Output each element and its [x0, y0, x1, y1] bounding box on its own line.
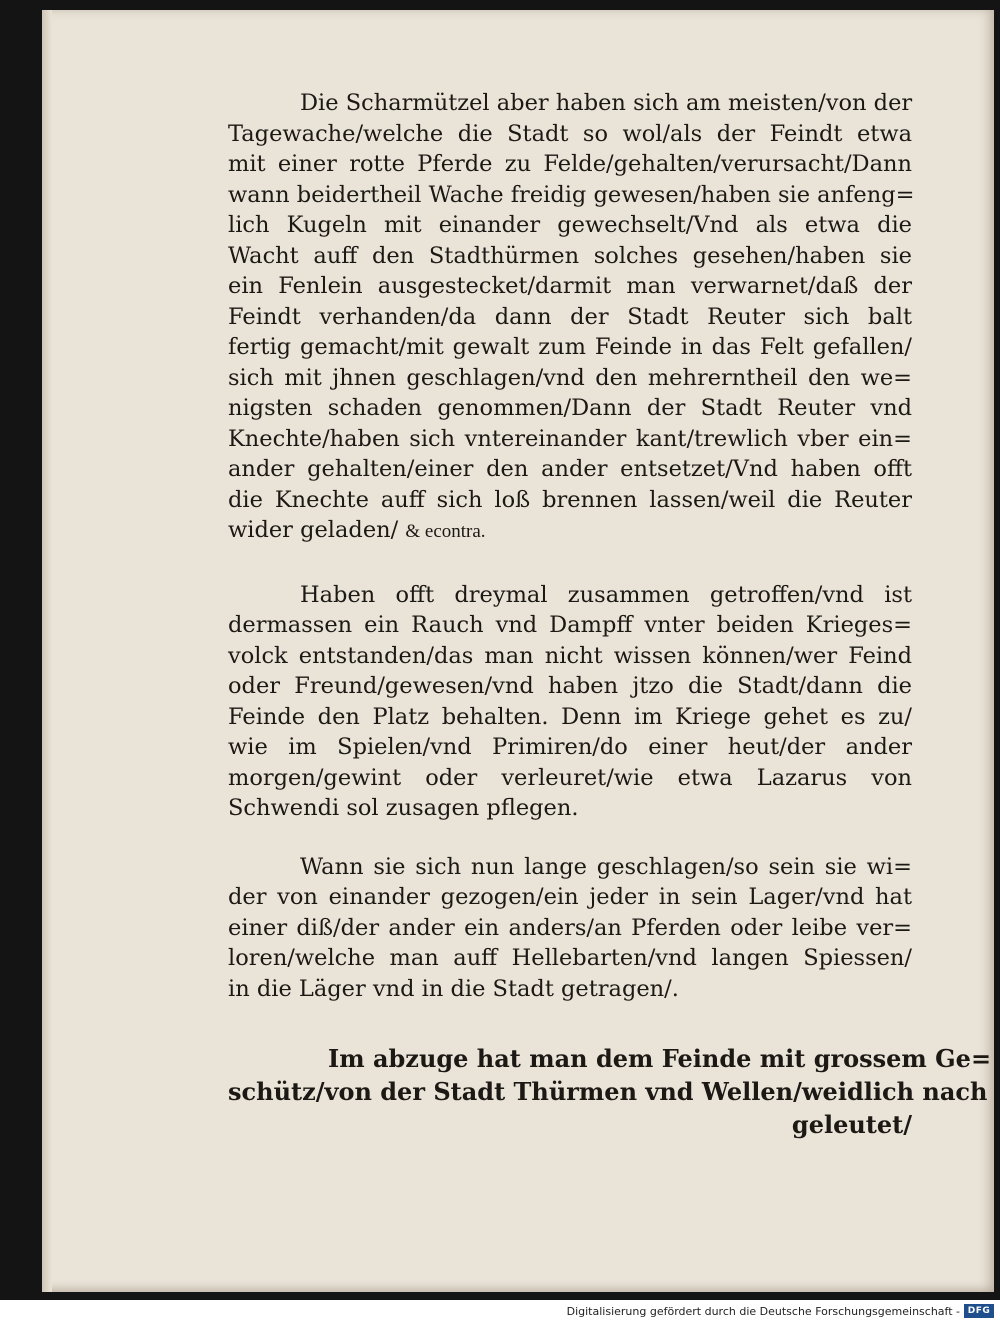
- text-line: wann beidertheil Wache freidig gewesen/haben sie anfeng=: [228, 181, 915, 208]
- text-line: oder Freund/gewesen/vnd haben jtzo die Stadt/dann die: [228, 673, 912, 699]
- paragraph-spacer: [272, 824, 912, 852]
- text-line: volck entstanden/das man nicht wissen können/wer Feind: [228, 642, 912, 669]
- text-line: nigsten schaden genommen/Dann der Stadt Reuter vnd: [228, 395, 912, 421]
- dfg-logo-icon[interactable]: DFG: [964, 1304, 994, 1318]
- text-line: die Knechte auff sich loß brennen lassen/weil die Reuter: [228, 486, 912, 513]
- paragraph-2: [228, 580, 912, 824]
- digitization-footer: [0, 1300, 1000, 1323]
- text-line: Feindt verhanden/da dann der Stadt Reuter sich balt: [228, 303, 912, 330]
- paragraph-spacer: [272, 1004, 912, 1042]
- text-line: ein Fenlein ausgestecket/darmit man verwarnet/daß der: [228, 273, 912, 299]
- text-line: ander gehalten/einer den ander entsetzet/Vnd haben offt: [228, 456, 912, 482]
- text-line: wie im Spielen/vnd Primiren/do einer heut/der ander: [228, 734, 912, 760]
- text-line: sich mit jhnen geschlagen/vnd den mehrerntheil den we=: [228, 364, 912, 391]
- text-line: mit einer rotte Pferde zu Felde/gehalten/verursacht/Dann: [228, 151, 912, 177]
- paragraph-3: [228, 852, 912, 1005]
- text-line: der von einander gezogen/ein jeder in sein Lager/vnd hat: [228, 884, 912, 910]
- text-line: in die Läger vnd in die Stadt getragen/.: [228, 975, 679, 1002]
- text-line: Wacht auff den Stadthürmen solches gesehen/haben sie: [228, 242, 912, 269]
- page-text: [228, 88, 992, 1141]
- funding-credit: Digitalisierung gefördert durch die Deutsche Forschungsgemeinschaft -: [566, 1305, 960, 1318]
- paragraph-1: [228, 88, 915, 546]
- text-line: lich Kugeln mit einander gewechselt/Vnd als etwa die: [228, 212, 912, 238]
- book-page: [42, 10, 994, 1292]
- paragraph-4: [228, 1042, 992, 1141]
- text-line: einer diß/der ander ein anders/an Pferden oder leibe ver=: [228, 914, 912, 941]
- text-line: Wann sie sich nun lange geschlagen/so sein sie wi=: [300, 853, 912, 880]
- text-line: Knechte/haben sich vntereinander kant/trewlich vber ein=: [228, 425, 912, 452]
- text-line-part: wider geladen/: [228, 517, 399, 543]
- text-line: loren/welche man auff Hellebarten/vnd langen Spiessen/: [228, 945, 912, 971]
- catchword: geleutet/: [791, 1110, 912, 1139]
- page-gutter-shadow: [42, 10, 52, 1292]
- text-line: Feinde den Platz behalten. Denn im Kriege gehet es zu/: [228, 703, 912, 730]
- text-line: Im abzuge hat man dem Feinde mit grossem Ge=: [328, 1044, 992, 1073]
- text-line: Die Scharmützel aber haben sich am meisten/von der: [300, 90, 913, 116]
- paragraph-spacer: [272, 546, 912, 580]
- text-line: Schwendi sol zusagen pflegen.: [228, 795, 579, 821]
- text-line: fertig gemacht/mit gewalt zum Feinde in das Felt gefallen/: [228, 334, 912, 360]
- text-line: schütz/von der Stadt Thürmen vnd Wellen/weidlich nach: [228, 1077, 988, 1106]
- text-line: morgen/gewint oder verleuret/wie etwa Lazarus von: [228, 764, 912, 791]
- text-line: [228, 515, 912, 546]
- text-line: Haben offt dreymal zusammen getroffen/vnd ist: [300, 581, 912, 608]
- text-line: Tagewache/welche die Stadt so wol/als der Feindt etwa: [228, 120, 912, 147]
- text-line: dermassen ein Rauch vnd Dampff vnter beiden Krieges=: [228, 612, 912, 638]
- latin-phrase: & econtra.: [405, 521, 486, 542]
